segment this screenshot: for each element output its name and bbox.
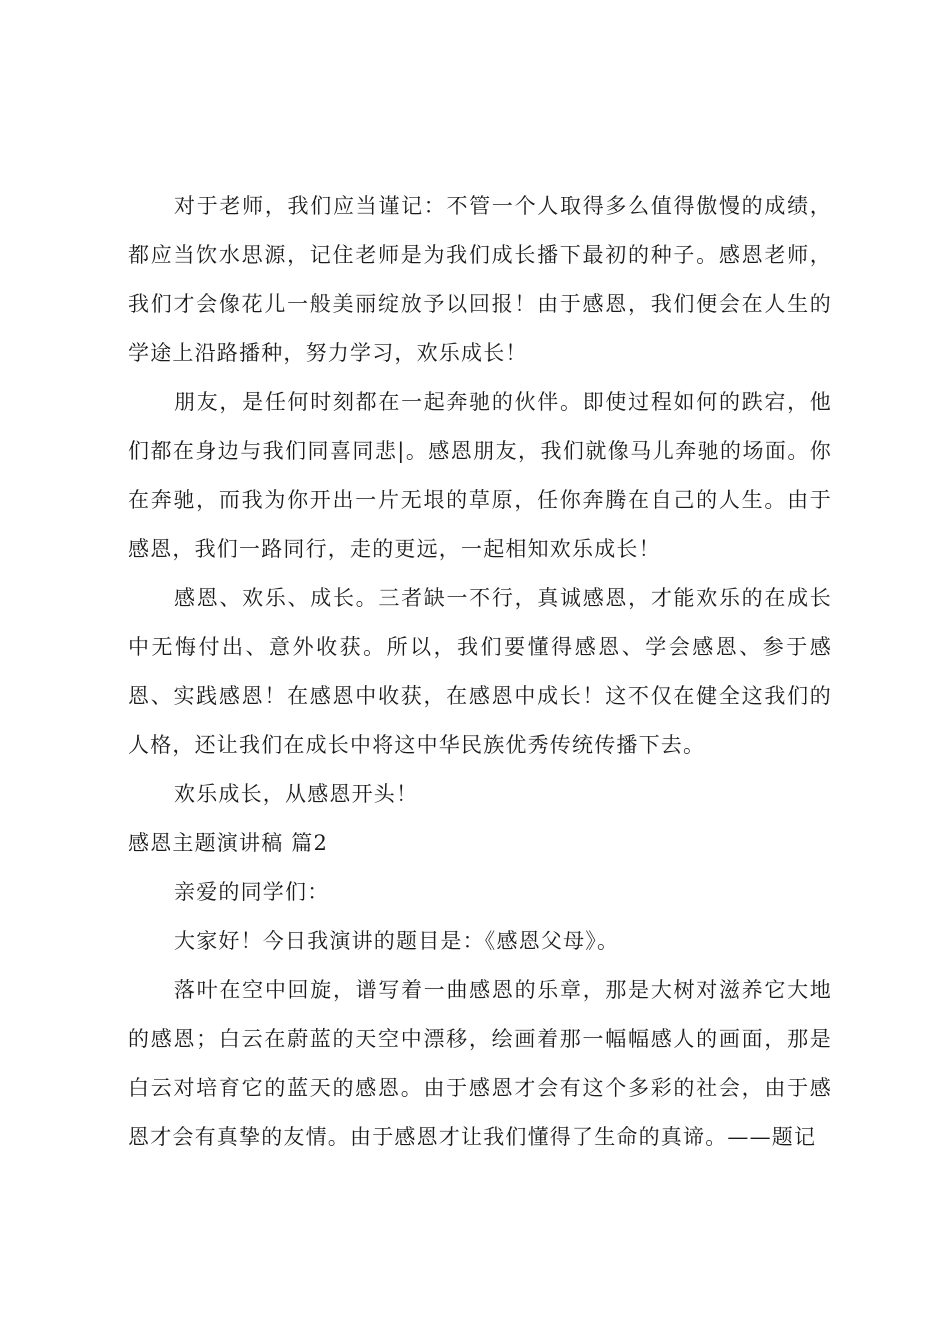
section-title: 感恩主题演讲稿 篇2 [128,831,329,855]
paragraph-salutation: 亲爱的同学们： [174,880,330,904]
document-body [128,182,832,1162]
paragraph-greeting: 大家好！今日我演讲的题目是：《感恩父母》。 [174,929,620,953]
paragraph-epigraph: 落叶在空中回旋，谱写着一曲感恩的乐章，那是大树对滋养它大地的感恩；白云在蔚蓝的天空中漂移，绘画着那一幅幅感人的画面，那是白云对培育它的蓝天的感恩。由于感恩才会有这个多彩的社会，由于感恩才会有真挚的友情。由于感恩才让我们懂得了生命的真谛。——题记 [128,978,832,1149]
paragraph-gratitude-growth: 感恩、欢乐、成长。三者缺一不行，真诚感恩，才能欢乐的在成长中无悔付出、意外收获。所以，我们要懂得感恩、学会感恩、参于感恩、实践感恩！在感恩中收获，在感恩中成长！这不仅在健全这我们的人格，还让我们在成长中将这中华民族优秀传统传播下去。 [128,586,832,757]
paragraph-friends: 朋友，是任何时刻都在一起奔驰的伙伴。即使过程如何的跌宕，他们都在身边与我们同喜同悲|。感恩朋友，我们就像马儿奔驰的场面。你在奔驰，而我为你开出一片无垠的草原，任你奔腾在自己的人生。由于感恩，我们一路同行，走的更远，一起相知欢乐成长！ [128,390,832,561]
paragraph-closing: 欢乐成长，从感恩开头！ [174,782,419,806]
paragraph-teachers: 对于老师，我们应当谨记：不管一个人取得多么值得傲慢的成绩，都应当饮水思源，记住老师是为我们成长播下最初的种子。感恩老师，我们才会像花儿一般美丽绽放予以回报！由于感恩，我们便会在人生的学途上沿路播种，努力学习，欢乐成长！ [128,194,832,365]
